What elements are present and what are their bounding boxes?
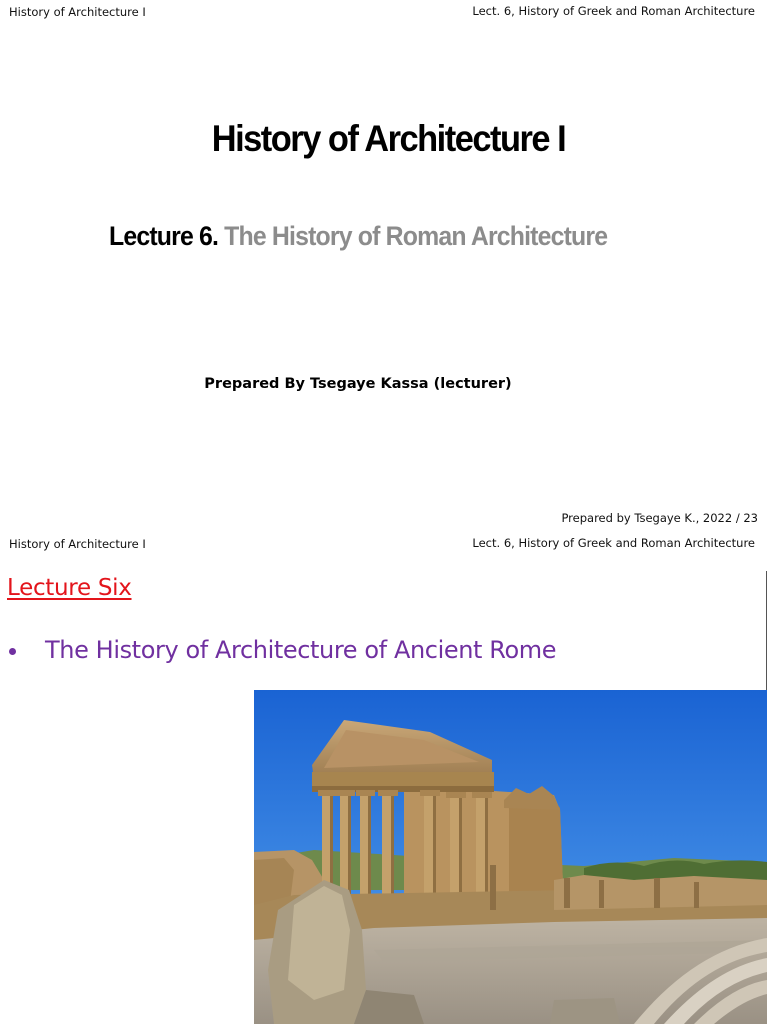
lecture-subject: The History of Roman Architecture [224, 221, 608, 251]
roman-temple-photo [254, 690, 767, 1024]
bullet-text: The History of Architecture of Ancient Rome [45, 636, 557, 664]
footer-credit: Prepared by Tsegaye K., 2022 / 23 [561, 511, 758, 525]
header-right: Lect. 6, History of Greek and Roman Architecture [472, 536, 755, 550]
lecture-number: Lecture 6. [109, 221, 219, 251]
lecture-line [109, 221, 607, 252]
page-title: History of Architecture I [211, 118, 566, 159]
header-left: History of Architecture I [9, 537, 146, 551]
roman-temple-ruins-icon [254, 690, 767, 1024]
section-heading: Lecture Six [7, 575, 132, 601]
bullet-icon [9, 648, 16, 655]
header-left: History of Architecture I [9, 5, 146, 19]
header-right: Lect. 6, History of Greek and Roman Architecture [472, 4, 755, 18]
prepared-by: Prepared By Tsegaye Kassa (lecturer) [204, 376, 512, 392]
